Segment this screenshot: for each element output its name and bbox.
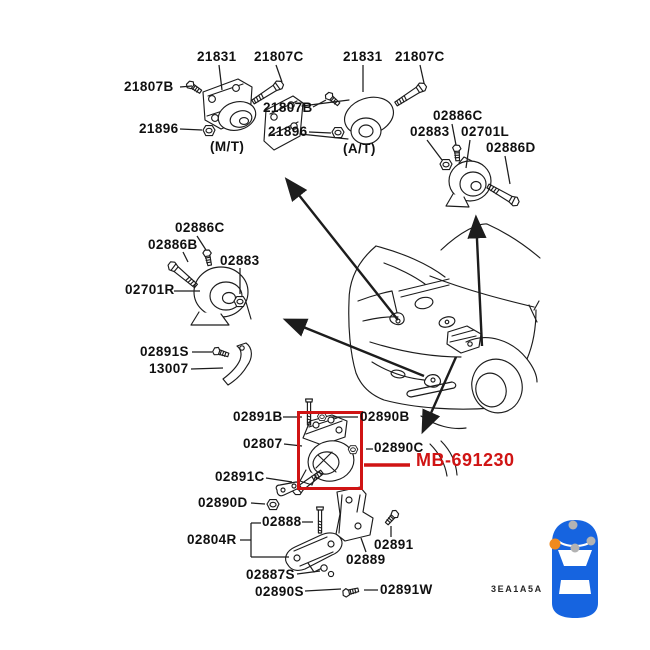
part-label-02807: 02807 [243,436,283,451]
part-label-21807b-mt: 21807B [124,79,174,94]
car-top-view-icon [545,518,605,620]
part-label-21896-mt: 21896 [139,121,179,136]
caption-at: (A/T) [343,141,376,156]
mount-marker-front-right [587,537,596,546]
part-label-02883-left: 02883 [220,253,260,268]
part-label-02886c-left: 02886C [175,220,225,235]
nut-icon-21896-mt [203,126,215,136]
mount-marker-front-left-highlight [550,539,561,550]
part-label-21807c-mt: 21807C [254,49,304,64]
bolt-icon-02886d [486,182,521,208]
part-label-02886c-right: 02886C [433,108,483,123]
part-label-02886d: 02886D [486,140,536,155]
nut-icon-02890d [267,500,279,510]
part-label-02891: 02891 [374,537,414,552]
part-label-02890s: 02890S [255,584,304,599]
car-body [552,520,598,618]
part-label-21807b-at: 21807B [263,100,313,115]
diagram-code: 3EA1A5A [491,584,543,594]
stud-icon-02888 [317,507,324,533]
nut-icon-02883-right [440,160,452,170]
mount-02701r-drawing [191,267,251,325]
part-label-02890b: 02890B [360,409,410,424]
part-label-02890c: 02890C [374,440,424,455]
part-label-02891c: 02891C [215,469,265,484]
caption-mt: (M/T) [210,139,245,154]
part-label-02804r: 02804R [187,532,237,547]
part-label-02891w: 02891W [380,582,433,597]
nut-icon-21896-at [332,128,344,138]
mount-02701l-drawing [446,157,491,207]
part-label-21807c-at: 21807C [395,49,445,64]
bracket-13007-drawing [223,343,251,385]
part-label-02890d: 02890D [198,495,248,510]
mount-marker-center [571,544,580,553]
part-label-02889: 02889 [346,552,386,567]
mount-marker-front-center [569,521,578,530]
car-rear-window [559,580,591,594]
bolt-icon-02891 [384,509,400,527]
part-label-21831-at: 21831 [343,49,383,64]
bolt-icon-02891s [212,346,230,357]
washer-02887s-drawing [321,565,334,577]
part-label-02887s: 02887S [246,567,295,582]
part-label-02891s: 02891S [140,344,189,359]
part-label-02701l: 02701L [461,124,510,139]
bolt-icon-21807b-at [324,91,342,107]
part-label-02701r: 02701R [125,282,175,297]
part-label-02891b: 02891B [233,409,283,424]
bolt-icon-02886c-left [202,248,215,266]
bolt-icon-02890s [341,585,359,598]
part-label-21831-mt: 21831 [197,49,237,64]
bolt-icon-02886c-right [452,144,463,161]
part-label-02888: 02888 [262,514,302,529]
part-label-02886b: 02886B [148,237,198,252]
location-arrows [286,180,482,431]
part-label-13007: 13007 [149,361,189,376]
highlight-box [297,411,363,490]
highlight-part-number: MB-691230 [416,450,515,470]
nut-icon-02883-left [234,297,246,307]
part-label-21896-at: 21896 [268,124,308,139]
part-label-02883-right: 02883 [410,124,450,139]
bolt-icon-21807c-at [393,81,427,108]
car-front-sketch [349,224,540,476]
bracket-02889-drawing [336,487,373,541]
